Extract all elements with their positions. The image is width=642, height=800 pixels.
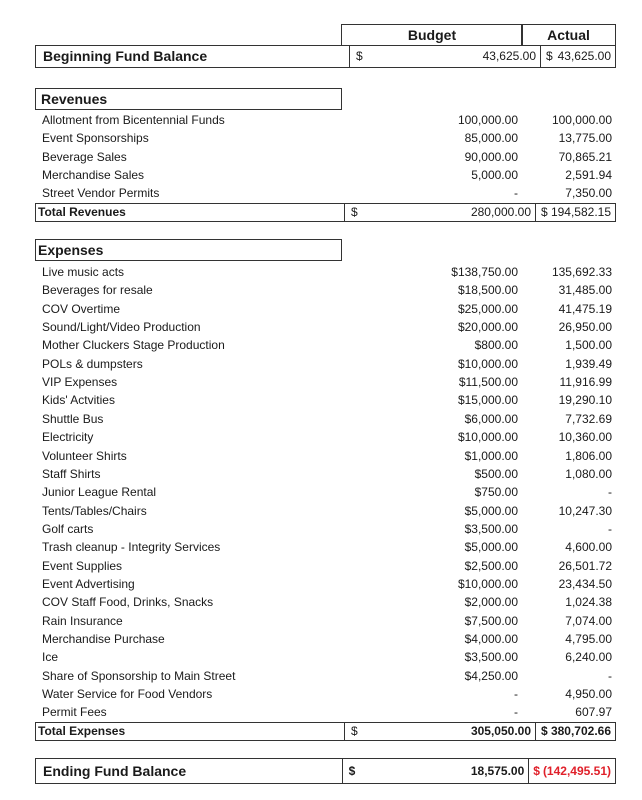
line-item-budget: $6,000.00 (464, 411, 518, 426)
line-item-row (42, 263, 614, 281)
line-item-name: Event Supplies (42, 558, 123, 573)
line-item-row (42, 166, 614, 184)
line-item-actual: 7,732.69 (565, 411, 612, 426)
line-item-name: Share of Sponsorship to Main Street (42, 668, 236, 683)
line-item-name: POLs & dumpsters (42, 356, 143, 371)
line-item-budget: $3,500.00 (464, 650, 518, 665)
line-item-budget: $750.00 (474, 485, 518, 500)
line-item-name: Beverages for resale (42, 283, 153, 298)
total-revenues-actual: 194,582.15 (550, 205, 611, 219)
line-item-name: Trash cleanup - Integrity Services (42, 540, 221, 555)
line-item-budget: $7,500.00 (464, 613, 518, 628)
line-item-budget: $10,000.00 (457, 576, 518, 591)
line-item-actual: 41,475.19 (558, 301, 612, 316)
line-item-row (42, 520, 614, 538)
beginning-fund-balance-row (35, 45, 616, 68)
line-item-row (42, 148, 614, 166)
line-item-row (42, 281, 614, 299)
currency-symbol: $ (356, 49, 363, 63)
line-item-budget: 85,000.00 (464, 131, 518, 146)
line-item-actual: 11,916.99 (559, 375, 612, 390)
total-expenses-label: Total Expenses (36, 723, 345, 740)
line-item-budget: $1,000.00 (464, 448, 518, 463)
line-item-name: Ice (42, 650, 59, 665)
line-item-name: Beverage Sales (42, 149, 127, 164)
line-item-name: Kids' Actvities (42, 393, 115, 408)
total-expenses-row (35, 722, 616, 741)
expenses-section-title: Expenses (35, 239, 342, 261)
line-item-row (42, 575, 614, 593)
total-revenues-label: Total Revenues (36, 204, 345, 221)
line-item-row (42, 502, 614, 520)
line-item-row (42, 129, 614, 147)
currency-symbol: $ (351, 724, 358, 738)
line-item-budget: $800.00 (474, 338, 518, 353)
line-item-budget: $500.00 (474, 466, 518, 481)
line-item-row (42, 667, 614, 685)
line-item-row (42, 447, 614, 465)
line-item-name: Shuttle Bus (42, 411, 104, 426)
line-item-name: VIP Expenses (42, 375, 118, 390)
line-item-row (42, 184, 614, 202)
line-item-actual: 23,434.50 (558, 576, 612, 591)
line-item-row (42, 538, 614, 556)
line-item-name: Water Service for Food Vendors (42, 687, 213, 702)
line-item-budget: $25,000.00 (457, 301, 518, 316)
actual-column-header: Actual (521, 24, 616, 46)
line-item-name: Merchandise Sales (42, 167, 145, 182)
line-item-name: Live music acts (42, 265, 125, 279)
line-item-name: Rain Insurance (42, 613, 123, 628)
line-item-budget: $2,500.00 (464, 558, 518, 573)
line-item-actual: - (608, 485, 612, 500)
line-item-actual: 4,795.00 (565, 632, 612, 646)
line-item-row (42, 557, 614, 575)
line-item-budget: $4,000.00 (464, 632, 518, 646)
line-item-actual: 1,939.49 (565, 356, 612, 371)
currency-symbol: $ (533, 764, 540, 778)
line-item-row (42, 612, 614, 630)
line-item-actual: 2,591.94 (565, 167, 612, 182)
currency-symbol: $ (541, 724, 548, 738)
beginning-fund-balance-label: Beginning Fund Balance (36, 46, 350, 67)
line-item-actual: 10,360.00 (558, 430, 612, 445)
budget-column-header: Budget (341, 24, 523, 46)
line-item-row (42, 111, 614, 129)
line-item-actual: 7,074.00 (565, 613, 612, 628)
line-item-name: Merchandise Purchase (42, 632, 165, 646)
line-item-name: Event Sponsorships (42, 131, 149, 146)
ending-actual-value: (142,495.51) (542, 764, 611, 778)
beginning-budget-value: 43,625.00 (482, 49, 536, 63)
revenues-section-title: Revenues (35, 88, 342, 110)
currency-symbol: $ (541, 205, 548, 219)
line-item-actual: 26,950.00 (558, 320, 612, 335)
line-item-budget: 100,000.00 (457, 113, 518, 127)
line-item-budget: $18,500.00 (457, 283, 518, 298)
line-item-budget: $20,000.00 (457, 320, 518, 335)
line-item-row (42, 483, 614, 501)
line-item-actual: 6,240.00 (565, 650, 612, 665)
line-item-actual: 100,000.00 (551, 113, 612, 127)
line-item-actual: 31,485.00 (558, 283, 612, 298)
line-item-name: COV Overtime (42, 301, 121, 316)
line-item-row (42, 428, 614, 446)
line-item-name: Street Vendor Permits (42, 186, 160, 201)
line-item-budget: $5,000.00 (464, 540, 518, 555)
line-item-budget: $10,000.00 (457, 356, 518, 371)
line-item-budget: $2,000.00 (464, 595, 518, 610)
line-item-row (42, 318, 614, 336)
line-item-actual: 19,290.10 (558, 393, 612, 408)
line-item-name: Event Advertising (42, 576, 135, 591)
line-item-actual: 7,350.00 (565, 186, 612, 201)
line-item-actual: 4,600.00 (565, 540, 612, 555)
line-item-actual: 1,024.38 (565, 595, 612, 610)
line-item-row (42, 336, 614, 354)
line-item-actual: 135,692.33 (551, 265, 612, 279)
line-item-row (42, 630, 614, 648)
total-revenues-budget: 280,000.00 (470, 205, 531, 219)
line-item-actual: - (608, 668, 612, 683)
line-item-actual: 1,806.00 (565, 448, 612, 463)
line-item-actual: 13,775.00 (558, 131, 612, 146)
total-expenses-actual: 380,702.66 (550, 724, 611, 738)
line-item-name: Permit Fees (42, 705, 107, 720)
line-item-actual: 4,950.00 (565, 687, 612, 702)
line-item-actual: 10,247.30 (558, 503, 612, 518)
line-item-name: COV Staff Food, Drinks, Snacks (42, 595, 214, 610)
line-item-actual: 70,865.21 (558, 149, 612, 164)
line-item-name: Junior League Rental (42, 485, 157, 500)
line-item-budget: $10,000.00 (457, 430, 518, 445)
line-item-budget: $15,000.00 (457, 393, 518, 408)
ending-fund-balance-row (35, 758, 616, 784)
line-item-row (42, 373, 614, 391)
line-item-budget: 90,000.00 (464, 149, 518, 164)
line-item-budget: - (514, 705, 518, 720)
line-item-budget: $5,000.00 (464, 503, 518, 518)
line-item-budget: $4,250.00 (464, 668, 518, 683)
line-item-actual: - (608, 521, 612, 536)
line-item-row (42, 300, 614, 318)
line-item-actual: 1,500.00 (565, 338, 612, 353)
line-item-row (42, 355, 614, 373)
line-item-name: Electricity (42, 430, 94, 445)
line-item-name: Staff Shirts (42, 466, 101, 481)
line-item-budget: $138,750.00 (451, 265, 518, 279)
line-item-row (42, 648, 614, 666)
line-item-row (42, 465, 614, 483)
line-item-budget: $11,500.00 (458, 375, 518, 390)
line-item-name: Sound/Light/Video Production (42, 320, 201, 335)
line-item-actual: 26,501.72 (558, 558, 612, 573)
currency-symbol: $ (351, 205, 358, 219)
beginning-actual-value: 43,625.00 (557, 49, 611, 63)
line-item-budget: $3,500.00 (464, 521, 518, 536)
line-item-row (42, 593, 614, 611)
line-item-actual: 1,080.00 (565, 466, 612, 481)
line-item-actual: 607.97 (575, 705, 612, 720)
line-item-name: Tents/Tables/Chairs (42, 503, 147, 518)
line-item-row (42, 703, 614, 721)
total-expenses-budget: 305,050.00 (470, 724, 531, 738)
line-item-name: Allotment from Bicentennial Funds (42, 113, 225, 127)
line-item-name: Mother Cluckers Stage Production (42, 338, 225, 353)
line-item-name: Volunteer Shirts (42, 448, 127, 463)
line-item-budget: - (514, 687, 518, 702)
total-revenues-row (35, 203, 616, 222)
ending-budget-value: 18,575.00 (470, 764, 525, 778)
line-item-row (42, 685, 614, 703)
line-item-budget: - (514, 186, 518, 201)
line-item-name: Golf carts (42, 521, 94, 536)
line-item-row (42, 410, 614, 428)
currency-symbol: $ (546, 49, 553, 63)
ending-fund-balance-label: Ending Fund Balance (36, 759, 343, 783)
line-item-row (42, 391, 614, 409)
currency-symbol: $ (348, 764, 356, 778)
line-item-budget: 5,000.00 (471, 167, 518, 182)
